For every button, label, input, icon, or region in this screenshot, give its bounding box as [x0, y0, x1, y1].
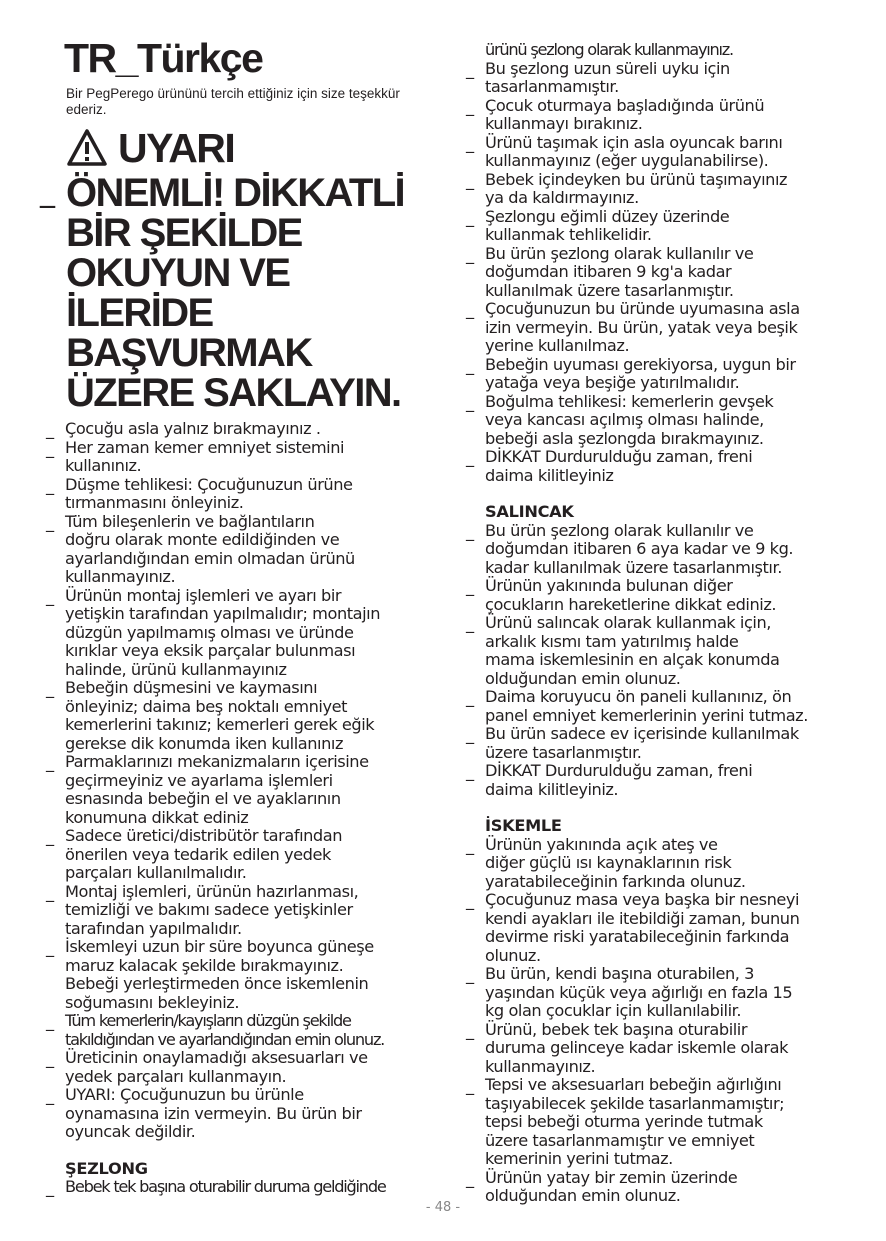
list-item-line: _ Bu ürün şezlong olarak kullanılır ve [485, 520, 754, 540]
list-item-line: önerilen veya tedarik edilen yedek [65, 844, 331, 864]
list-item-line: _ Ürünün yakınında bulunan diğer [485, 576, 733, 595]
list-item [46, 1049, 428, 1086]
list-item-line: _ Parmaklarınızı mekanizmaların içerisine [65, 752, 369, 771]
warning-heading [66, 125, 235, 171]
list-item [466, 393, 850, 449]
list-item-line: _ DİKKAT Durdurulduğu zaman, freni [485, 447, 753, 466]
list-item-line: tarafından yapılmalıdır. [65, 918, 242, 938]
list-item [46, 679, 428, 753]
list-item-line: panel emniyet kemerlerinin yerini tutmaz. [485, 705, 808, 725]
list-item [46, 587, 428, 680]
list-item [466, 448, 850, 485]
list-item-line: Bebeği yerleştirmeden önce iskemlenin [65, 974, 369, 993]
list-item-line: parçaları kullanılmalıdır. [65, 863, 247, 882]
list-item-line: _ Daima koruyucu ön paneli kullanınız, ön [485, 687, 792, 706]
list-item-line: kemerinin yerini tutmaz. [485, 1149, 673, 1168]
list-item-line: kırıklar veya eksik parçalar bulunması [65, 641, 356, 660]
list-item-line: izin vermeyin. Bu ürün, yatak veya beşik [485, 317, 798, 337]
list-item-line: maruz kalacak şekilde bırakmayınız. [65, 955, 344, 975]
list-item [466, 1021, 850, 1077]
list-item-line: düzgün yapılmamış olması ve üründe [65, 622, 354, 642]
list-item-line: _ Düşme tehlikesi: Çocuğunuzun ürüne [65, 474, 353, 494]
list-item-line: _ Her zaman kemer emniyet sistemini [65, 437, 345, 457]
list-item-line: yerine kullanılmaz. [485, 336, 630, 355]
list-item-line: soğumasını bekleyiniz. [65, 992, 240, 1012]
page-number: - 48 - [425, 1200, 461, 1215]
general-warnings-list [46, 420, 428, 1142]
list-item [46, 1012, 428, 1049]
list-item-line: _ Montaj işlemleri, ürünün hazırlanması, [65, 881, 359, 901]
sezlong-continued-line [466, 41, 850, 60]
list-item-line: halinde, ürünü kullanmayınız [65, 659, 287, 679]
list-item-line: _ Sadece üretici/distribütör tarafından [65, 826, 343, 845]
sezlong-heading: ŞEZLONG [65, 1158, 148, 1178]
list-item [466, 522, 850, 578]
list-item [466, 41, 850, 60]
salincak-heading: SALINCAK [485, 502, 574, 521]
list-item-line: doğru olarak monte edildiğinden ve [65, 530, 340, 549]
list-item-line: _ Tepsi ve aksesuarları bebeğin ağırlığını [485, 1075, 782, 1094]
list-item-line: kemerlerini takınız; kemerleri gerek eğik [65, 715, 375, 734]
list-item [46, 1178, 428, 1197]
list-item [466, 891, 850, 965]
list-item-line: daima kilitleyiniz. [485, 779, 619, 799]
list-item [466, 762, 850, 799]
left-column [46, 420, 428, 1197]
list-item-line: olunuz. [485, 945, 541, 965]
list-item [46, 439, 428, 476]
list-item-line: _ DİKKAT Durdurulduğu zaman, freni [485, 761, 753, 780]
warning-label: UYARI [118, 125, 235, 171]
list-item-line: kg olan çocuklar için kullanılabilir. [485, 1001, 742, 1020]
iskemle-heading: İSKEMLE [485, 816, 562, 835]
list-item [466, 134, 850, 171]
list-item-line: _ Üreticinin onaylamadığı aksesuarları ve [65, 1048, 368, 1067]
list-item-line: _ Tüm bileşenlerin ve bağlantıların [65, 511, 315, 531]
list-item-line: _ Bebeğin uyuması gerekiyorsa, uygun bir [485, 354, 796, 374]
list-item-line: önleyiniz; daima beş noktalı emniyet [65, 696, 348, 716]
list-item-line: kullanmayı bırakınız. [485, 114, 643, 133]
list-item-line: _ Boğulma tehlikesi: kemerlerin gevşek [485, 391, 774, 411]
list-item [46, 1086, 428, 1142]
list-item-line: _ Ürünü salıncak olarak kullanmak için, [485, 613, 771, 632]
salincak-list [466, 522, 850, 800]
list-item-line: duruma gelinceye kadar iskemle olarak [485, 1038, 788, 1057]
list-item-line: ürünü şezlong olarak kullanmayınız. [485, 40, 733, 59]
iskemle-list [466, 836, 850, 1206]
list-item-line: tepsi bebeği oturma yerinde tutmak [485, 1112, 763, 1131]
list-item [46, 883, 428, 939]
list-item-line: gerekse dik konumda iken kullanınız [65, 733, 343, 753]
list-item [466, 208, 850, 245]
list-item-line: _ UYARI: Çocuğunuzun bu ürünle [65, 1085, 304, 1104]
list-item [46, 753, 428, 827]
list-item-line: _ Tüm kemerlerin/kayışların düzgün şekilde [65, 1011, 351, 1030]
list-item-line: olduğundan emin olunuz. [485, 668, 681, 688]
list-item [466, 300, 850, 356]
list-item-line: kullanmayınız. [65, 567, 176, 586]
list-item [466, 836, 850, 892]
list-item-line: oynamasına izin vermeyin. Bu ürün bir [65, 1103, 362, 1123]
list-item [466, 725, 850, 762]
list-item-line: yetişkin tarafından yapılmalıdır; montajın [65, 604, 381, 623]
list-item [466, 965, 850, 1021]
list-item [466, 1076, 850, 1169]
list-item [46, 420, 428, 439]
list-item-line: _ Bu ürün sadece ev içerisinde kullanılmak [485, 724, 799, 743]
list-item-line: daima kilitleyiniz [485, 465, 614, 485]
list-item-line: tasarlanmamıştır. [485, 77, 619, 96]
list-item-line: taşıyabilecek şekilde tasarlanmamıştır; [485, 1093, 785, 1113]
list-item [46, 513, 428, 587]
list-item-line: yatağa veya beşiğe yatırılmalıdır. [485, 373, 740, 392]
list-item [466, 577, 850, 614]
list-item-line: bebeği asla şezlongda bırakmayınız. [485, 428, 764, 448]
list-item-line: yaratabileceğinin farkında olunuz. [485, 871, 746, 891]
list-item [46, 827, 428, 883]
list-item-line: devirme riski yaratabileceğinin farkında [485, 927, 790, 946]
list-item-line: tırmanmasını önleyiniz. [65, 493, 244, 512]
list-item-line: üzere tasarlanmamıştır ve emniyet [485, 1130, 755, 1150]
list-item-line: _ Ürünün yakınında açık ateş ve [485, 834, 718, 854]
list-item-line: üzere tasarlanmıştır. [485, 742, 642, 762]
list-item-line: konumuna dikkat ediniz [65, 807, 249, 827]
list-item-line: _ Çocuk oturmaya başladığında ürünü [485, 95, 765, 115]
list-item [466, 614, 850, 688]
list-item-line: _ Ürünün yatay bir zemin üzerinde [485, 1167, 738, 1187]
list-item-line: _ Bebek tek başına oturabilir duruma geldiğinde [65, 1177, 386, 1196]
list-item [466, 97, 850, 134]
list-item [46, 938, 428, 1012]
list-item-line: ayarlandığından emin olmadan ürünü [65, 548, 355, 568]
list-item-line: veya kancası açılmış olması halinde, [485, 410, 764, 429]
sezlong-list [466, 60, 850, 486]
list-item-line: _ Bebeğin düşmesini ve kaymasını [65, 678, 318, 697]
thank-you-note: Bir PegPerego ürününü tercih ettiğiniz için size teşekkür ederiz. [66, 86, 400, 117]
warning-triangle-icon [66, 128, 108, 168]
list-item [466, 688, 850, 725]
list-item-line: diğer güçlü ısı kaynaklarının risk [485, 853, 732, 872]
list-item-line: kullanınız. [65, 456, 142, 475]
important-dash: _ [40, 174, 55, 209]
important-notice: ÖNEMLİ! DİKKATLİ BİR ŞEKİLDE OKUYUN VE İLERİDE BAŞVURMAK ÜZERE SAKLAYIN. [66, 171, 405, 415]
list-item-line: _ Şezlongu eğimli düzey üzerinde [485, 206, 730, 226]
list-item-line: _ Çocuğunuzun bu üründe uyumasına asla [485, 299, 800, 318]
list-item-line: _ Ürünü, bebek tek başına oturabilir [485, 1019, 748, 1039]
right-column [466, 41, 850, 1206]
list-item-line: arkalık kısmı tam yatırılmış halde [485, 631, 739, 651]
list-item-line: kullanmayınız (eğer uygulanabilirse). [485, 151, 769, 170]
list-item-line: kendi ayakları ile itebildiği zaman, bunun [485, 908, 800, 928]
list-item-line: _ İskemleyi uzun bir süre boyunca güneşe [65, 937, 374, 956]
list-item-line: _ Ürünü taşımak için asla oyuncak barını [485, 132, 783, 152]
list-item-line: takıldığından ve ayarlandığından emin olunuz. [65, 1029, 385, 1049]
list-item-line: _ Çocuğu asla yalnız bırakmayınız . [65, 419, 321, 438]
list-item-line: kullanılmak üzere tasarlanmıştır. [485, 280, 734, 300]
list-item-line: esnasında bebeğin el ve ayaklarının [65, 789, 341, 808]
list-item-line: çocukların hareketlerine dikkat ediniz. [485, 594, 777, 614]
list-item-line: olduğundan emin olunuz. [485, 1186, 681, 1205]
list-item [466, 356, 850, 393]
sezlong-first-item [46, 1178, 428, 1197]
list-item-line: kullanmak tehlikelidir. [485, 225, 652, 244]
list-item [466, 171, 850, 208]
list-item-line: _ Ürünün montaj işlemleri ve ayarı bir [65, 585, 342, 605]
list-item-line: temizliği ve bakımı sadece yetişkinler [65, 900, 353, 919]
list-item-line: yedek parçaları kullanmayın. [65, 1066, 287, 1086]
list-item-line: _ Çocuğunuz masa veya başka bir nesneyi [485, 890, 800, 909]
list-item-line: _ Bu ürün şezlong olarak kullanılır ve [485, 243, 754, 263]
list-item [466, 60, 850, 97]
list-item-line: yaşından küçük veya ağırlığı en fazla 15 [485, 982, 793, 1002]
list-item-line: oyuncak değildir. [65, 1122, 196, 1141]
list-item [46, 476, 428, 513]
list-item-line: _ Bebek içindeyken bu ürünü taşımayınız [485, 169, 788, 189]
list-item-line: kullanmayınız. [485, 1056, 596, 1076]
list-item-line: kadar kullanılmak üzere tasarlanmıştır. [485, 557, 782, 577]
list-item-line: geçirmeyiniz ve ayarlama işlemleri [65, 770, 333, 790]
list-item-line: mama iskemlesinin en alçak konumda [485, 650, 780, 669]
list-item-line: doğumdan itibaren 6 aya kadar ve 9 kg. [485, 539, 794, 558]
page-title: TR_Türkçe [64, 35, 263, 81]
list-item-line: _ Bu şezlong uzun süreli uyku için [485, 58, 730, 78]
list-item [466, 245, 850, 301]
list-item-line: _ Bu ürün, kendi başına oturabilen, 3 [485, 964, 755, 983]
list-item-line: doğumdan itibaren 9 kg'a kadar [485, 262, 732, 281]
list-item-line: ya da kaldırmayınız. [485, 188, 639, 207]
